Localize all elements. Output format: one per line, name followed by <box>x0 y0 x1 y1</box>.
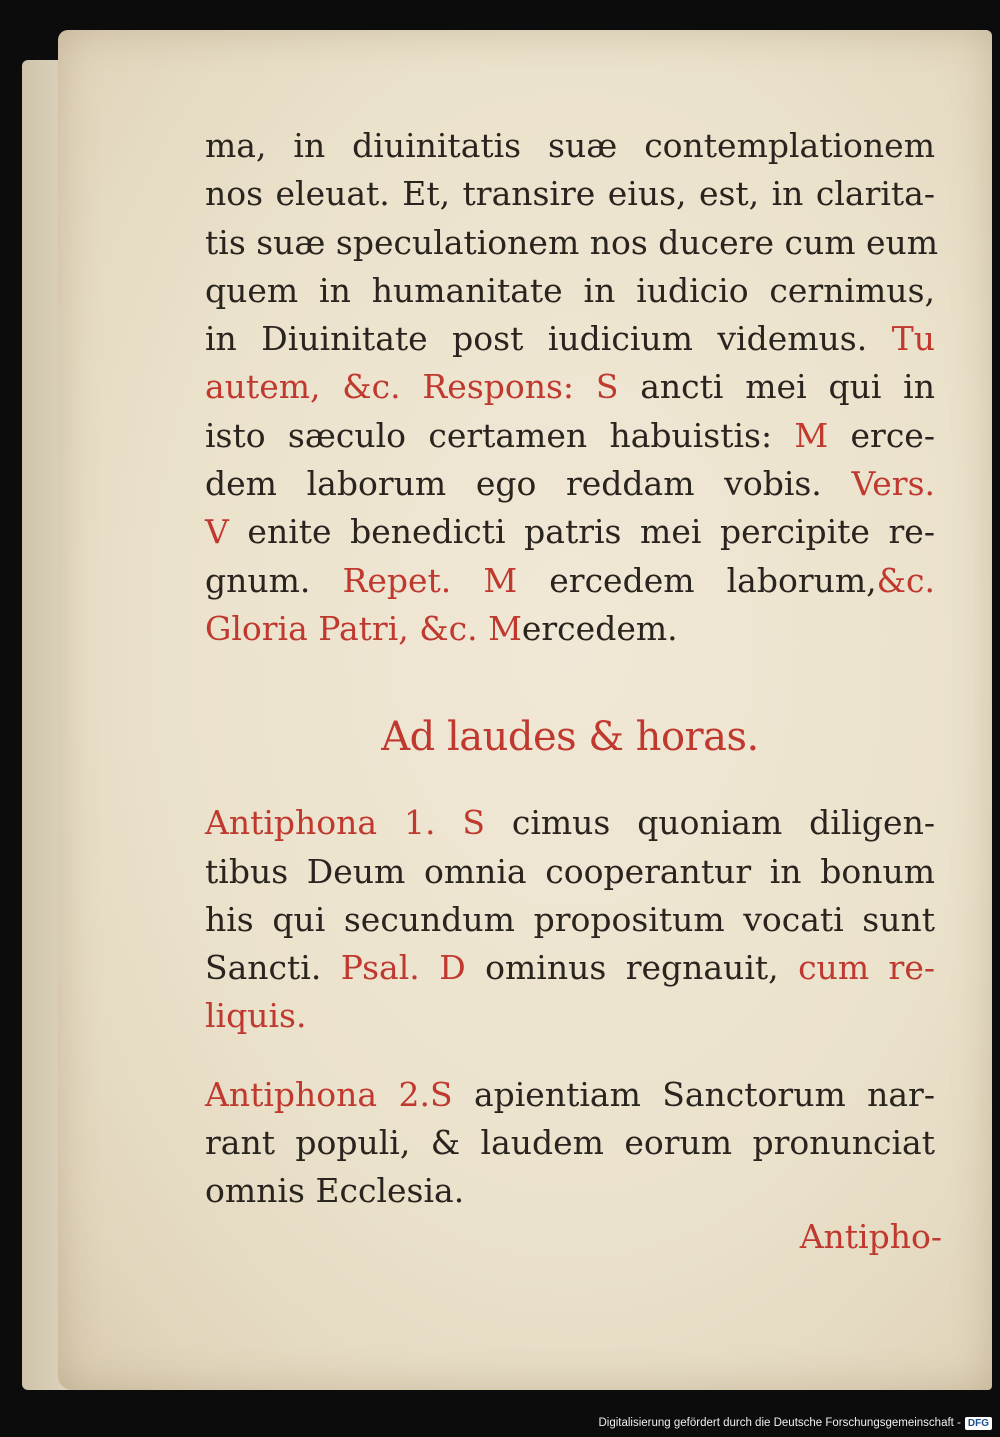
text-line <box>205 508 935 556</box>
body-text: ercedem laborum, <box>517 560 877 600</box>
text-line <box>205 1119 935 1167</box>
rubric-text: Antiphona 2.S <box>205 1074 453 1114</box>
antiphon-1 <box>205 799 935 1040</box>
body-text: cimus quoniam diligen- <box>484 803 935 843</box>
rubric-text: liquis. <box>205 996 307 1036</box>
body-text: in Diuinitate post iudicium videmus. <box>205 319 892 359</box>
footer-text: Digitalisierung gefördert durch die Deutsche Forschungsgemeinschaft - <box>598 1417 961 1429</box>
body-text: tibus Deum omnia cooperantur in bonum <box>205 851 935 891</box>
body-text: his qui secundum propositum vocati sunt <box>205 899 935 939</box>
body-text: enite benedicti patris mei percipite re- <box>228 512 935 552</box>
text-line <box>205 557 935 605</box>
text-line <box>205 944 935 992</box>
text-line <box>205 799 935 847</box>
catchword: Antipho- <box>799 1217 942 1256</box>
text-line <box>205 605 935 653</box>
text-line <box>205 460 935 508</box>
rubric-text: &c. <box>876 560 936 600</box>
text-line <box>205 1071 935 1119</box>
text-line <box>205 412 935 460</box>
rubric-text: V <box>205 512 229 552</box>
text-line <box>205 122 935 170</box>
body-text: ercedem. <box>521 608 678 648</box>
body-text: gnum. <box>205 560 343 600</box>
rubric-text: cum re- <box>798 948 936 988</box>
text-line <box>205 1167 935 1215</box>
text-line <box>205 219 939 267</box>
dfg-logo: DFG <box>965 1417 992 1430</box>
text-line <box>205 896 935 944</box>
rubric-text: M <box>794 415 829 455</box>
body-text: isto sæculo certamen habuistis: <box>205 415 795 455</box>
body-text: tis suæ speculationem nos ducere cum eum <box>205 222 939 262</box>
body-text: ominus regnauit, <box>465 948 799 988</box>
rubric-text: Gloria Patri, &c. M <box>205 608 522 648</box>
body-text: Sancti. <box>205 948 341 988</box>
text-line <box>205 267 935 315</box>
rubric-text: Vers. <box>851 464 935 504</box>
rubric-text: Psal. D <box>340 948 466 988</box>
text-block <box>205 122 939 1216</box>
body-text: ma, in diuinitatis suæ contemplationem <box>205 126 935 165</box>
text-line <box>205 992 935 1040</box>
body-text: erce- <box>828 415 935 455</box>
rubric-text: Tu <box>891 319 935 359</box>
lesson-text <box>205 122 939 653</box>
antiphon-2 <box>205 1071 935 1216</box>
body-text: ancti mei qui in <box>618 367 935 407</box>
text-line <box>205 315 935 363</box>
body-text: rant populi, & laudem eorum pronunciat <box>205 1123 935 1163</box>
rubric-text: autem, &c. Respons: S <box>205 367 619 407</box>
text-line <box>205 170 935 218</box>
rubric-text: Repet. M <box>342 560 518 600</box>
footer <box>598 1413 992 1433</box>
body-text: nos eleuat. Et, transire eius, est, in clarita- <box>205 174 935 214</box>
section-heading: Ad laudes & horas. <box>381 714 759 761</box>
body-text: omnis Ecclesia. <box>205 1171 465 1211</box>
body-text: quem in humanitate in iudicio cernimus, <box>205 270 935 310</box>
text-line <box>205 848 935 896</box>
text-line <box>205 363 935 411</box>
body-text: apientiam Sanctorum nar- <box>452 1074 935 1114</box>
rubric-text: Antiphona 1. S <box>205 803 485 843</box>
body-text: dem laborum ego reddam vobis. <box>205 464 852 504</box>
